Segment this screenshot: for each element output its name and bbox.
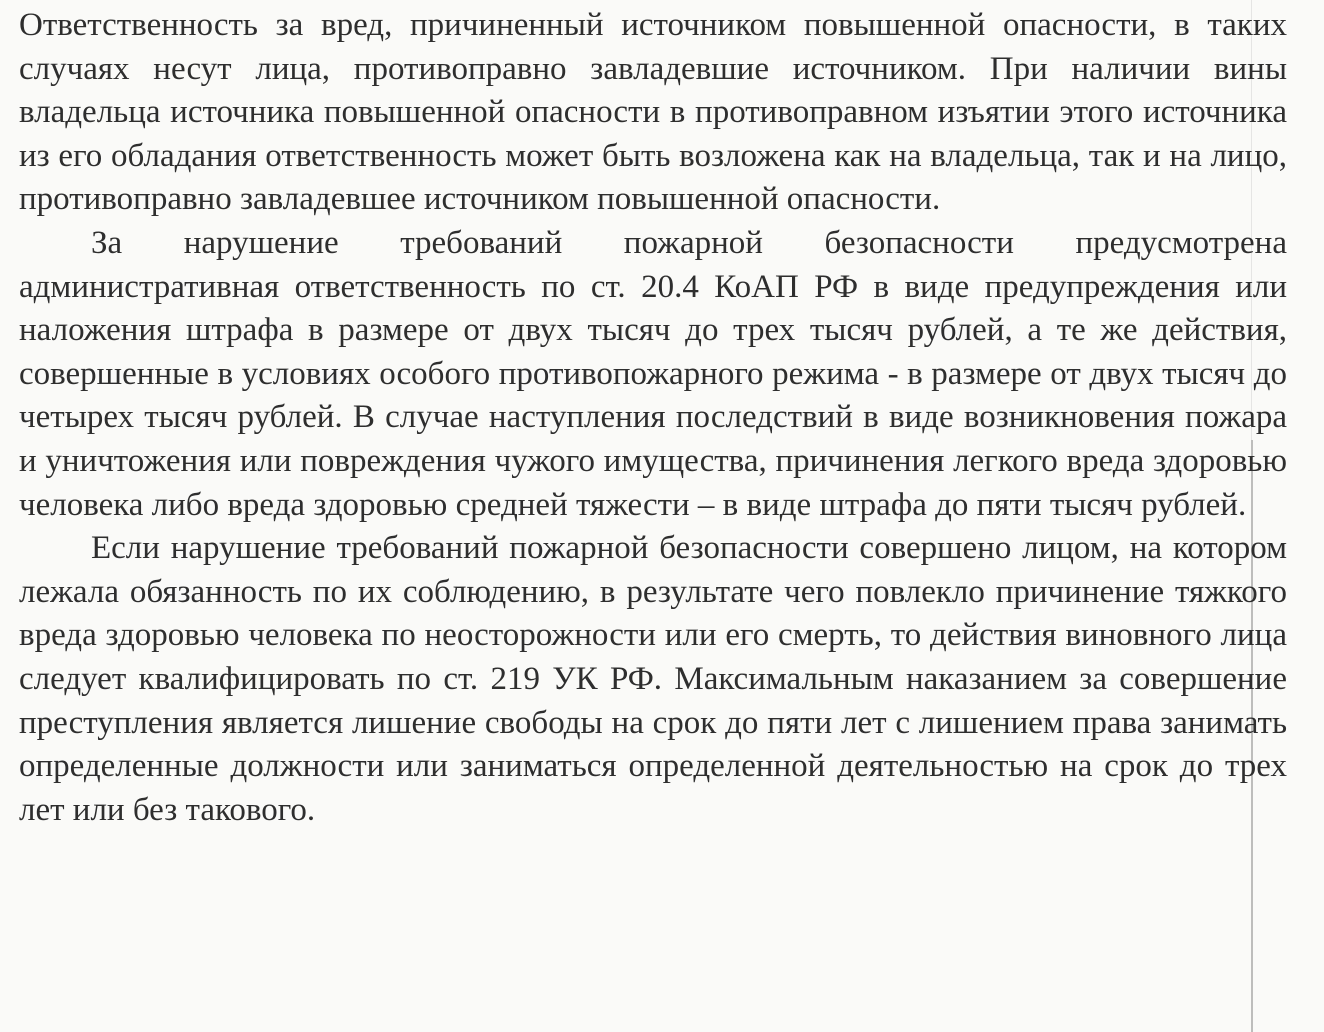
paragraph-administrative-liability: За нарушение требований пожарной безопасности предусмотрена административная ответственность по ст. 20.4 КоАП РФ в виде предупреждения или наложения штрафа в размере от двух тысяч до трех тысяч рублей, а те же действия, совершенные в условиях особого противопожарного режима - в размере от двух тысяч до четырех тысяч рублей. В случае наступления последствий в виде возникновения пожара и уничтожения или повреждения чужого имущества, причинения легкого вреда здоровью человека либо вреда здоровью средней тяжести – в виде штрафа до пяти тысяч рублей.: [19, 224, 1287, 523]
document-body: [19, 4, 1287, 832]
paragraph-liability-source-of-danger: Ответственность за вред, причиненный источником повышенной опасности, в таких случаях несут лица, противоправно завладевшие источником. При наличии вины владельца источника повышенной опасности в противоправном изъятии этого источника из его обладания ответственность может быть возложена как на владельца, так и на лицо, противоправно завладевшее источником повышенной опасности.: [19, 7, 1287, 218]
paragraph-criminal-liability: Если нарушение требований пожарной безопасности совершено лицом, на котором лежала обязанность по их соблюдению, в результате чего повлекло причинение тяжкого вреда здоровью человека по неосторожности или его смерть, то действия виновного лица следует квалифицировать по ст. 219 УК РФ. Максимальным наказанием за совершение преступления является лишение свободы на срок до пяти лет с лишением права занимать определенные должности или заниматься определенной деятельностью на срок до трех лет или без такового.: [19, 530, 1287, 828]
